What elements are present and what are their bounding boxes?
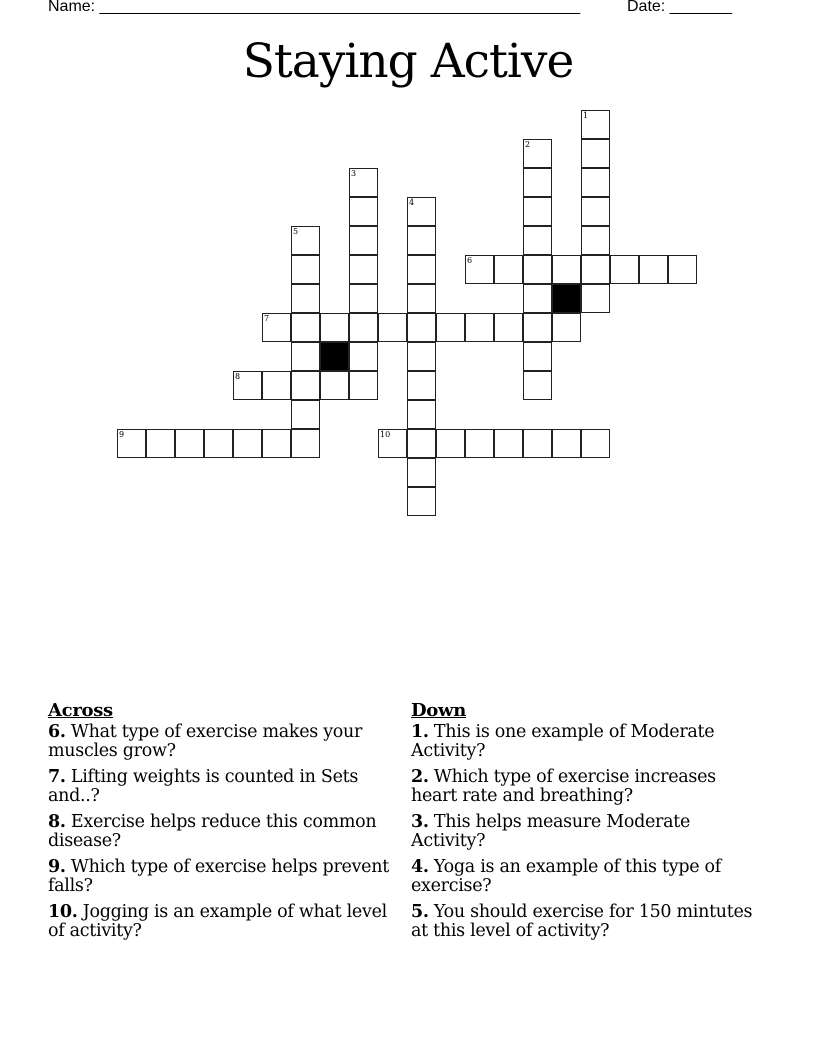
- grid-cell[interactable]: [291, 342, 320, 371]
- black-cell: [552, 284, 581, 313]
- across-clues: [48, 701, 398, 948]
- grid-cell[interactable]: [523, 168, 552, 197]
- clue-down-5: [411, 903, 761, 942]
- grid-cell[interactable]: [291, 284, 320, 313]
- name-field[interactable]: Name: ______________________________________________________: [48, 0, 581, 15]
- grid-cell[interactable]: [407, 197, 436, 226]
- grid-cell[interactable]: [291, 429, 320, 458]
- grid-cell[interactable]: [523, 284, 552, 313]
- clue-across-10: [48, 903, 398, 942]
- grid-cell[interactable]: [291, 313, 320, 342]
- clue-text: Exercise helps reduce this common disease?: [48, 811, 377, 851]
- clue-text: This helps measure Moderate Activity?: [411, 811, 691, 851]
- cell-number: 1: [583, 111, 589, 120]
- cell-number: 9: [119, 430, 125, 439]
- clue-number: 8.: [48, 811, 66, 832]
- clue-number: 6.: [48, 721, 66, 742]
- cell-number: 7: [264, 314, 270, 323]
- grid-cell[interactable]: [349, 255, 378, 284]
- grid-cell[interactable]: [523, 139, 552, 168]
- grid-cell[interactable]: [407, 429, 436, 458]
- date-field[interactable]: Date: _______: [627, 0, 732, 15]
- cell-number: 2: [525, 140, 531, 149]
- clue-number: 3.: [411, 811, 429, 832]
- grid-cell[interactable]: [581, 168, 610, 197]
- clue-number: 10.: [48, 901, 78, 922]
- grid-cell[interactable]: [494, 429, 523, 458]
- clue-text: Which type of exercise helps prevent falls?: [48, 856, 389, 896]
- grid-cell[interactable]: [349, 168, 378, 197]
- grid-cell[interactable]: [581, 255, 610, 284]
- cell-number: 6: [467, 256, 473, 265]
- grid-cell[interactable]: [378, 429, 407, 458]
- grid-cell[interactable]: [407, 226, 436, 255]
- grid-cell[interactable]: [581, 226, 610, 255]
- grid-cell[interactable]: [349, 226, 378, 255]
- grid-cell[interactable]: [581, 429, 610, 458]
- grid-cell[interactable]: [204, 429, 233, 458]
- grid-cell[interactable]: [523, 226, 552, 255]
- grid-cell[interactable]: [407, 458, 436, 487]
- grid-cell[interactable]: [349, 313, 378, 342]
- cell-number: 3: [351, 169, 357, 178]
- down-clues: [411, 701, 761, 948]
- grid-cell[interactable]: [407, 487, 436, 516]
- clue-text: This is one example of Moderate Activity?: [411, 721, 715, 761]
- grid-cell[interactable]: [407, 313, 436, 342]
- grid-cell[interactable]: [407, 284, 436, 313]
- grid-cell[interactable]: [581, 284, 610, 313]
- grid-cell[interactable]: [320, 371, 349, 400]
- clue-text: Which type of exercise increases heart rate and breathing?: [411, 766, 716, 806]
- clue-down-4: [411, 858, 761, 897]
- grid-cell[interactable]: [407, 400, 436, 429]
- clue-down-1: [411, 723, 761, 762]
- clue-across-9: [48, 858, 398, 897]
- grid-cell[interactable]: [262, 429, 291, 458]
- grid-cell[interactable]: [552, 313, 581, 342]
- clue-text: You should exercise for 150 mintutes at this level of activity?: [411, 901, 753, 941]
- grid-cell[interactable]: [552, 255, 581, 284]
- clue-text: Jogging is an example of what level of activity?: [48, 901, 387, 941]
- page-title: Staying Active: [242, 34, 574, 89]
- grid-cell[interactable]: [407, 342, 436, 371]
- grid-cell[interactable]: [291, 400, 320, 429]
- grid-cell[interactable]: [349, 197, 378, 226]
- clue-number: 9.: [48, 856, 66, 877]
- cell-number: 8: [235, 372, 241, 381]
- grid-cell[interactable]: [552, 429, 581, 458]
- grid-cell[interactable]: [262, 371, 291, 400]
- grid-cell[interactable]: [233, 429, 262, 458]
- grid-cell[interactable]: [262, 313, 291, 342]
- grid-cell[interactable]: [436, 313, 465, 342]
- grid-cell[interactable]: [581, 139, 610, 168]
- grid-cell[interactable]: [349, 284, 378, 313]
- grid-cell[interactable]: [291, 226, 320, 255]
- grid-cell[interactable]: [494, 313, 523, 342]
- cell-number: 5: [293, 227, 299, 236]
- grid-cell[interactable]: [291, 371, 320, 400]
- grid-cell[interactable]: [407, 255, 436, 284]
- clue-number: 7.: [48, 766, 66, 787]
- grid-cell[interactable]: [465, 429, 494, 458]
- clue-down-2: [411, 768, 761, 807]
- clue-number: 1.: [411, 721, 429, 742]
- clue-down-3: [411, 813, 761, 852]
- grid-cell[interactable]: [581, 110, 610, 139]
- grid-cell[interactable]: [175, 429, 204, 458]
- grid-cell[interactable]: [436, 429, 465, 458]
- clue-across-7: [48, 768, 398, 807]
- grid-cell[interactable]: [407, 371, 436, 400]
- grid-cell[interactable]: [639, 255, 668, 284]
- grid-cell[interactable]: [291, 255, 320, 284]
- black-cell: [320, 342, 349, 371]
- clue-across-8: [48, 813, 398, 852]
- grid-cell[interactable]: [523, 371, 552, 400]
- across-heading: Across: [48, 700, 113, 721]
- down-heading: Down: [411, 700, 466, 721]
- grid-cell[interactable]: [581, 197, 610, 226]
- grid-cell[interactable]: [523, 313, 552, 342]
- grid-cell[interactable]: [465, 313, 494, 342]
- cell-number: 4: [409, 198, 415, 207]
- clue-number: 2.: [411, 766, 429, 787]
- grid-cell[interactable]: [523, 429, 552, 458]
- grid-cell[interactable]: [378, 313, 407, 342]
- grid-cell[interactable]: [117, 429, 146, 458]
- clue-number: 5.: [411, 901, 429, 922]
- grid-cell[interactable]: [233, 371, 262, 400]
- grid-cell[interactable]: [523, 197, 552, 226]
- clue-text: What type of exercise makes your muscles grow?: [48, 721, 363, 761]
- grid-cell[interactable]: [146, 429, 175, 458]
- grid-cell[interactable]: [349, 342, 378, 371]
- clue-text: Yoga is an example of this type of exercise?: [411, 856, 721, 896]
- clue-number: 4.: [411, 856, 429, 877]
- clue-across-6: [48, 723, 398, 762]
- grid-cell[interactable]: [349, 371, 378, 400]
- grid-cell[interactable]: [610, 255, 639, 284]
- grid-cell[interactable]: [523, 255, 552, 284]
- grid-cell[interactable]: [320, 313, 349, 342]
- clue-text: Lifting weights is counted in Sets and..?: [48, 766, 359, 806]
- grid-cell[interactable]: [523, 342, 552, 371]
- grid-cell[interactable]: [465, 255, 494, 284]
- grid-cell[interactable]: [668, 255, 697, 284]
- grid-cell[interactable]: [494, 255, 523, 284]
- cell-number: 10: [380, 430, 391, 439]
